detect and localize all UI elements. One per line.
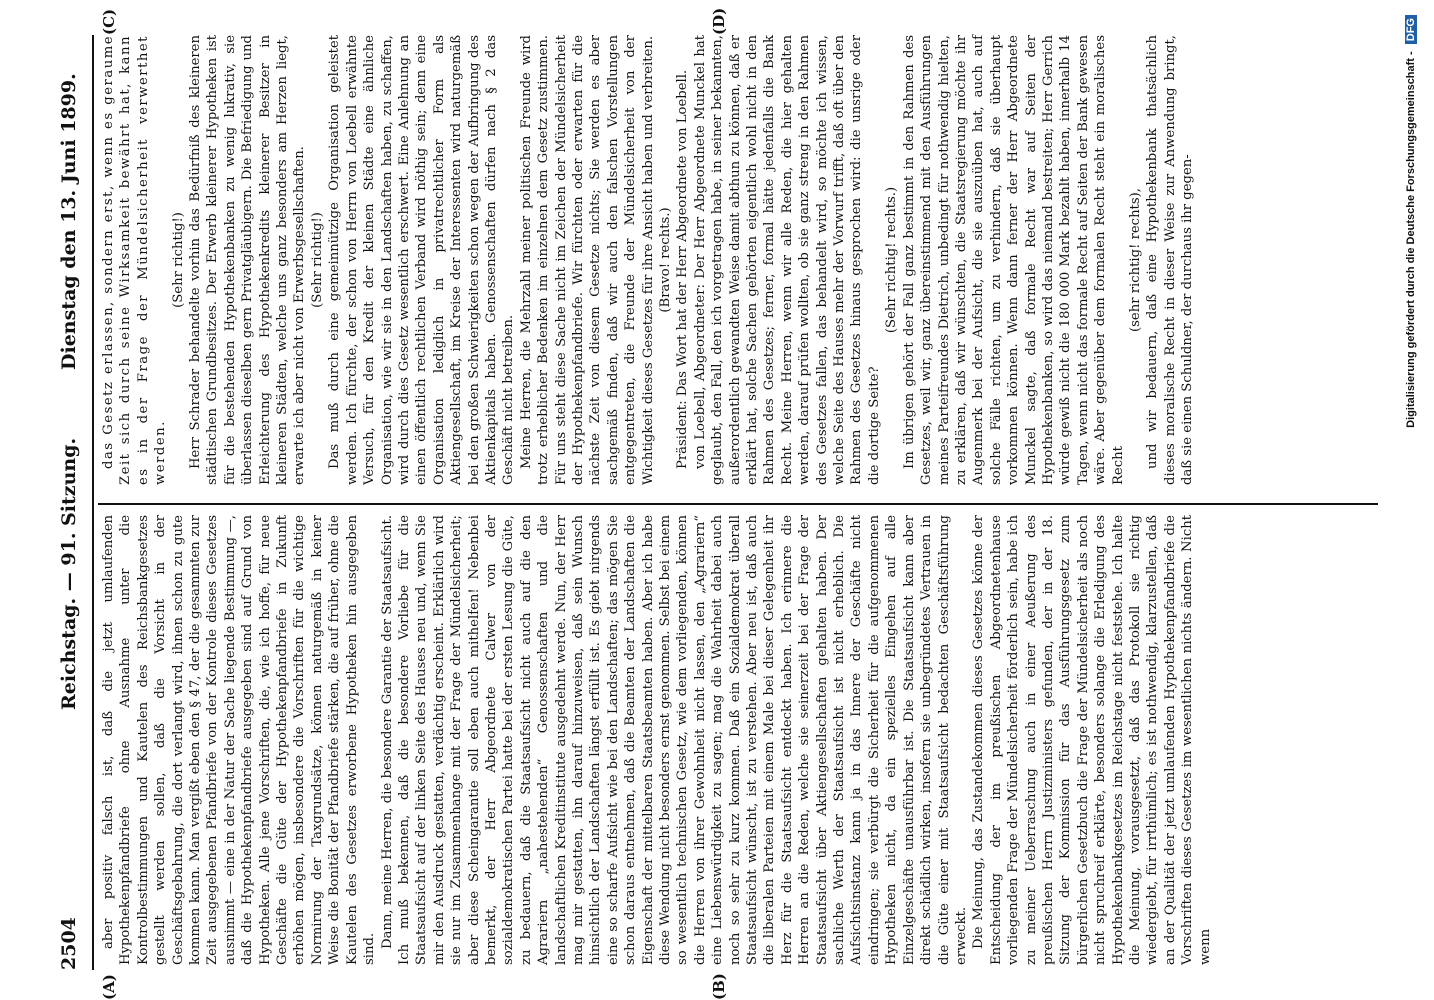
margin-marker-c: (C)	[100, 8, 118, 35]
paragraph: Präsident: Das Wort hat der Herr Abgeordnete von Loebell.	[675, 69, 691, 469]
paragraph: Das muß durch eine gemeinnützige Organisation geleistet werden. Ich fürchte, der schon von Herrn von Loebell erwähnte Versuch, für den Kredit der kleinen Städte eine ähnliche Organisation, wie wir sie in den Landschaften haben, zu schaffen, wird durch dies Gesetz wesentlich erschwert. Eine Anlehnung an einen öffentlich rechtlichen Verband wird nöthig sein; denn eine Organisation lediglich in privatrechtlicher Form als Aktiengesellschaft, im Kreise der Interessenten wird naturgemäß bei den großen Schwierigkeiten schon wegen der Aufbringung des Aktienkapitals haben. Genossenschaften dürfen nach § 2 das Geschäft nicht betreiben.	[327, 35, 517, 485]
left-column	[100, 515, 1214, 965]
header-rule	[92, 35, 94, 970]
footer-text: Digitalisierung gefördert durch die Deutsche Forschungsgemeinschaft -	[1405, 51, 1417, 428]
interjection: (Sehr richtig!)	[309, 212, 325, 308]
paragraph: Im übrigen gehört der Fall ganz bestimmt in den Rahmen des Gesetzes, weil wir, ganz übereinstimmend mit den Ausführungen meines Parteifreundes Dietrich, unbedingt für nothwendig hielten, zu erklären, daß wir wünschten, die Staatsregierung möchte ihr Augenmerk bei der Aufsicht, die sie auszuüben hat, auch auf solche Fälle richten, um zu verhindern, daß sie überhaupt vorkommen können. Wenn dann ferner der Herr Abgeordnete Munckel sagte, daß formale Recht war auf Seiten der Hypothekenbanken, so wird das niemand bestreiten; Herr Gerrich würde gewiß nicht die 180 000 Mark bezahlt haben, innerhalb 14 Tagen, wenn nicht das formale Recht auf Seiten der Bank gewesen wäre. Aber gegenüber dem formalen Recht steht ein moralisches Recht	[901, 35, 1126, 485]
digitization-footer	[1405, 15, 1427, 985]
column-divider	[98, 503, 1378, 505]
margin-marker-a: (A)	[100, 974, 118, 1000]
page-header	[58, 35, 86, 970]
interjection: (sehr richtig! rechts),	[1127, 188, 1143, 332]
right-column	[100, 35, 1197, 485]
paragraph: Herr Schrader behandelte vorhin das Bedürfniß des kleineren städtischen Grundbesitzes. Der Erwerb kleinerer Hypotheken ist für die bestehenden Hypothekenbanken zu wenig lukrativ, sie überlassen dieselben gern Privatgläubigern. Die Befriedigung und Erleichterung des Hypothekenkredits kleinerer Besitzer in kleineren Städten, welche uns ganz besonders am Herzen liegt, erwarte ich aber nicht von Erwerbsgesellschaften.	[188, 35, 308, 485]
paragraph: aber positiv falsch ist, daß die jetzt umlaufenden Hypothekenpfandbriefe ohne Ausnahme unter die Kontrolbestimmungen und Kautelen des Reichsbankgesetzes gestellt werden sollen, daß die Vorsicht in der Geschäftsgebahrung, die dort verlangt wird, ihnen schon zu gute kommen kann. Man vergißt eben den § 47, der die gesammten zur Zeit ausgegebenen Pfandbriefe von der Kontrole dieses Gesetzes ausnimmt — eine in der Natur der Sache liegende Bestimmung —, daß die Hypothekenpfandbriefe ausgegeben sind auf Grund von Hypotheken. Alle jene Vorschriften, die, wie ich hoffe, für neue Geschäfte die Güte der Hypothekenpfandbriefe in Zukunft erhöhen mögen, insbesondere die Vorschriften für die wichtige Normirung der Taxgrundsätze, können naturgemäß in keiner Weise die Bonität der Pfandbriefe stärken, die auf früher, ohne die Kautelen des Gesetzes erworbene Hypotheken hin ausgegeben sind.	[101, 515, 378, 965]
session-date: Dienstag den 13. Juni 1899.	[58, 73, 80, 370]
paragraph: das Gesetz erlassen, sondern erst, wenn es geraume Zeit sich durch seine Wirksamkeit bewährt hat, kann es in der Frage der Mündelsicherheit verwerthet werden.	[101, 35, 169, 485]
interjection: (Bravo! rechts.)	[658, 207, 673, 313]
page-number: 2504	[58, 917, 80, 970]
margin-marker-d: (D)	[710, 7, 728, 35]
interjection: (Sehr richtig! rechts.)	[884, 186, 900, 334]
session-title: Reichstag. — 91. Sitzung.	[58, 437, 80, 710]
paragraph: Die Meinung, das Zustandekommen dieses Gesetzes könne der Entscheidung der im preußischen Abgeordnetenhause vorliegenden Frage der Mündelsicherheit förderlich sein, habe ich zu meiner Ueberraschung auch in einer Aeußerung des preußischen Herrn Justizministers gefunden, der in der 18. Sitzung der Kommission für das Ausführungsgesetz zum bürgerlichen Gesetzbuch die Frage der Mündelsicherheit als noch nicht spruchreif erklärte, besonders solange die Erledigung des Hypothekenbankgesetzes im Reichstage nicht feststehe. Ich halte die Meinung, vorausgesetzt, daß das Protokoll sie richtig wiedergiebt, für irrthümlich; es ist nothwendig, klarzustellen, daß an der Qualität der jetzt umlaufenden Hypothekenpfandbriefe die Vorschriften dieses Gesetzes im wesentlichen nichts ändern. Nicht wenn	[971, 515, 1213, 965]
paragraph: von Loebell, Abgeordneter: Der Herr Abgeordnete Munckel hat geglaubt, den Fall, den ich vorgetragen habe, in seiner bekannten, außerordentlich gewandten Weise damit abthun zu können, daß er erklärt hat, solche Sachen gehörten eigentlich wohl nicht in den Rahmen des Gesetzes; ferner, formal hätte jedenfalls die Bank Recht. Meine Herren, wenn wir alle Reden, die hier gehalten werden, darauf prüfen wollten, ob sie ganz streng in den Rahmen des Gesetzes fallen, das behandelt wird, so möchte ich wissen, welche Seite des Hauses mehr der Vorwurf trifft, daß oft über den Rahmen des Gesetzes hinaus gesprochen wird: die unsrige oder die dortige Seite?	[692, 35, 882, 485]
rotated-page	[0, 7, 1400, 1000]
interjection: (Sehr richtig!)	[170, 212, 186, 308]
paragraph: Dann, meine Herren, die besondere Garantie der Staatsaufsicht. Ich muß bekennen, daß die besondere Vorliebe für die Staatsaufsicht auf der linken Seite des Hauses neu und, wenn Sie mir den Ausdruck gestatten, verdächtig erscheint. Erklärlich wird sie nur im Zusammenhange mit der Frage der Mündelsicherheit; aber diese Scheingarantie soll eben auch mithelfen! Nebenbei bemerkt, der Herr Abgeordnete Calwer von der sozialdemokratischen Partei hatte bei der ersten Lesung die Güte, zu bedauern, daß die Staatsaufsicht nicht auch auf die den Agrariern „nahestehenden“ Genossenschaften und die landschaftlichen Kreditinstitute ausgedehnt werde. Nun, der Herr mag mir gestatten, ihn darauf hinzuweisen, daß sein Wunsch hinsichtlich der Landschaften längst erfüllt ist. Es giebt nirgends eine so scharfe Aufsicht wie bei den Landschaften; das mögen Sie schon daraus entnehmen, daß die Beamten der Landschaften die Eigenschaft der mittelbaren Staatsbeamten haben. Aber ich habe diese Wendung nicht besonders ernst genommen. Selbst bei einem so wesentlich technischen Gesetz, wie dem vorliegenden, können die Herren von ihrer Gewohnheit nicht lassen, den „Agrariern“ eine Liebenswürdigkeit zu sagen; mag die Wahrheit dabei auch noch so sehr zu kurz kommen. Daß ein Sozialdemokrat überall Staatsaufsicht wünscht, ist zu verstehen. Aber neu ist, daß auch die liberalen Parteien mit einem Male bei dieser Gelegenheit ihr Herz für die Staatsaufsicht entdeckt haben. Ich erinnere die Herren an die Reden, welche sie seinerzeit bei der Frage der Staatsaufsicht über Aktiengesellschaften gehalten haben. Der sachliche Werth der Staatsaufsicht ist nicht erheblich. Die Aufsichtsinstanz kann ja in das Innere der Geschäfte nicht eindringen; sie verbürgt die Sicherheit für die aufgenommenen Hypotheken nicht, da ein spezielles Eingehen auf alle Einzelgeschäfte unausführbar ist. Die Staatsaufsicht kann aber direkt schädlich wirken, insofern sie unbegründetes Vertrauen in die Güte einer mit Staatsaufsicht bedachten Geschäftsführung erweckt.	[379, 515, 969, 965]
dfg-logo: DFG	[1405, 15, 1417, 44]
paragraph: und wir bedauern, daß eine Hypothekenbank thatsächlich dieses moralische Recht in dieser Weise zur Anwendung bringt, daß sie einen Schuldner, der durchaus ihr gegen-	[1145, 35, 1196, 485]
margin-marker-b: (B)	[710, 973, 728, 1000]
paragraph: Meine Herren, die Mehrzahl meiner politischen Freunde wird trotz erheblicher Bedenken im einzelnen dem Gesetz zustimmen. Für uns steht diese Sache nicht im Zeichen der Mündelsicherheit der Hypothekenpfandbriefe. Wir fürchten oder erwarten für die nächste Zeit von diesem Gesetze nichts; Sie werden es aber sachgemäß finden, daß wir auch den falschen Vorstellungen entgegentreten, die Freunde der Mündelsicherheit von der Wichtigkeit dieses Gesetzes für ihre Ansicht haben und verbreiten.	[518, 35, 656, 485]
